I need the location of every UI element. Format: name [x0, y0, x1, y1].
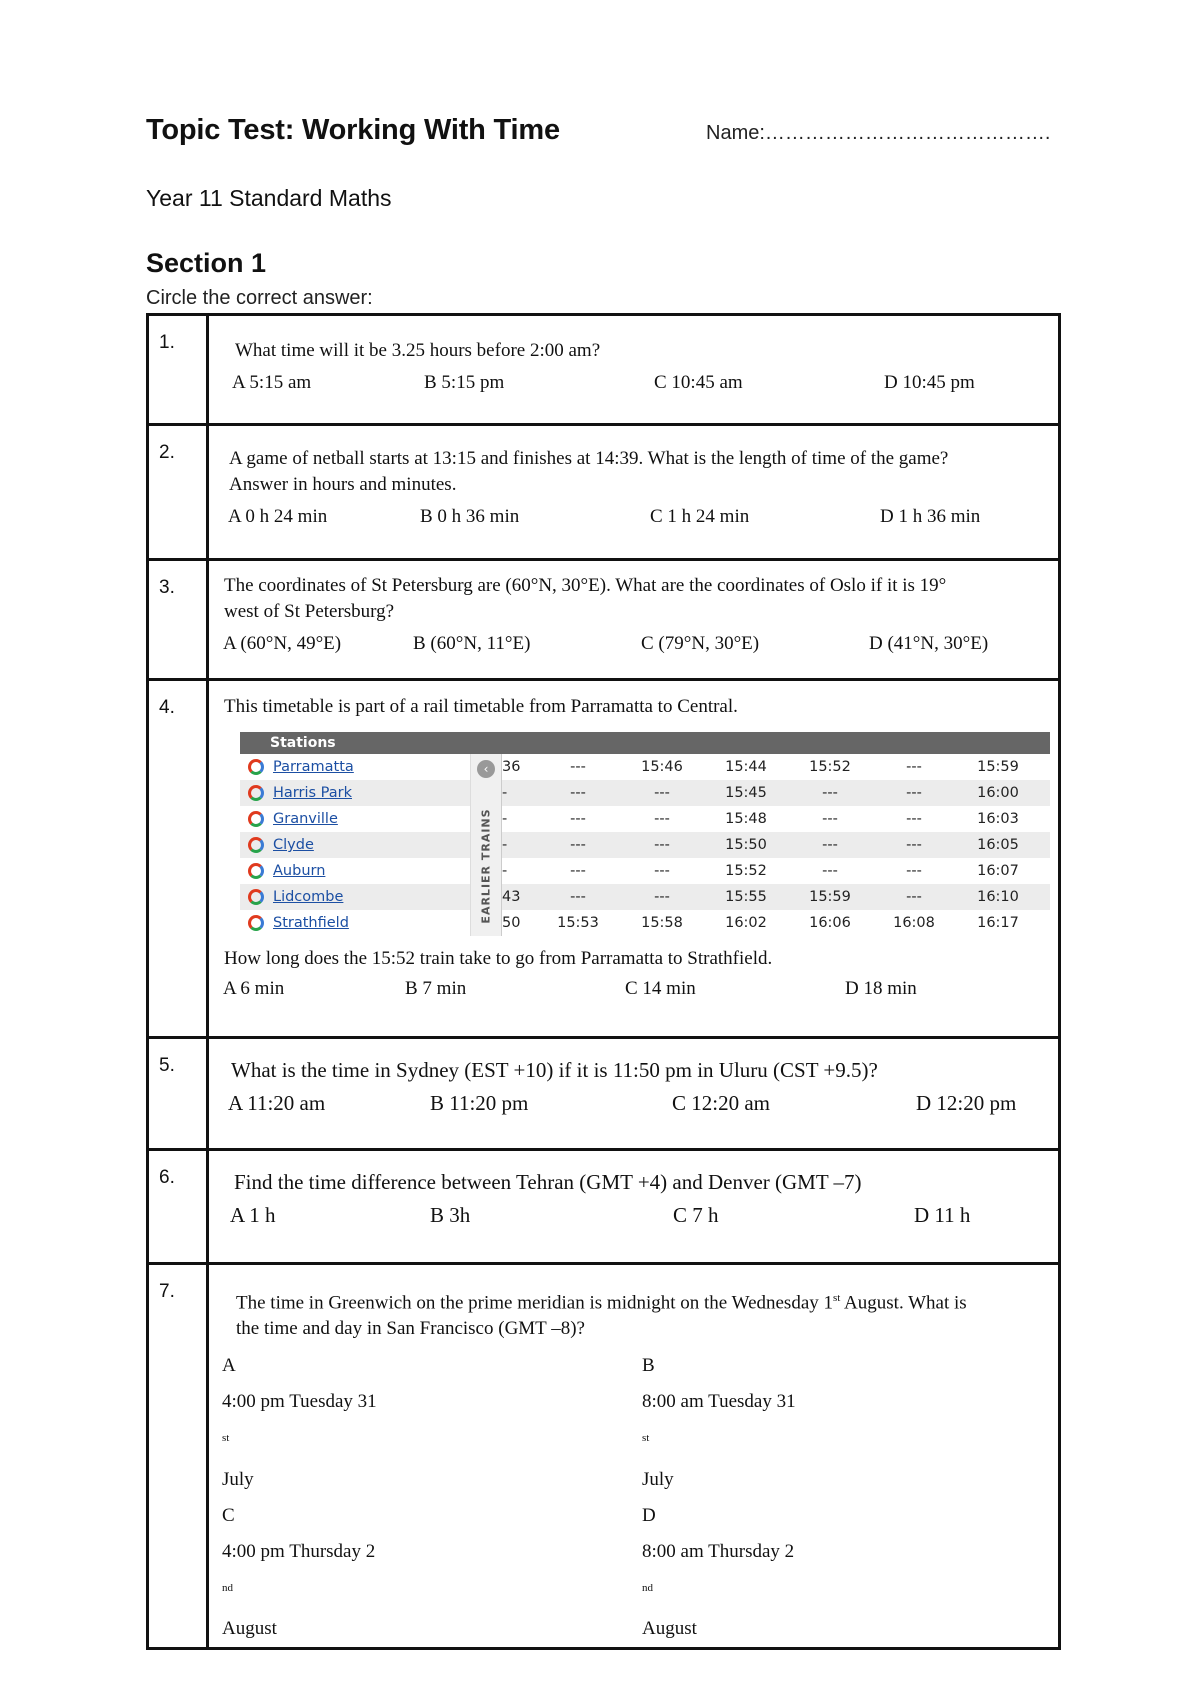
- station-link[interactable]: Granville: [273, 811, 338, 827]
- station-cell: [240, 785, 470, 801]
- time-cell: ---: [570, 811, 586, 827]
- option-d[interactable]: D 8:00 am Thursday 2 $^{nd}$ August: [642, 1504, 795, 1639]
- question-number: 7.: [148, 1264, 208, 1649]
- time-cell: 50: [502, 915, 521, 931]
- option-c[interactable]: C 12:20 am: [672, 1091, 770, 1115]
- station-cell: [240, 811, 470, 827]
- time-cell: 16:17: [977, 915, 1019, 931]
- option-c[interactable]: C 1 h 24 min: [650, 506, 750, 527]
- option-c[interactable]: C 4:00 pm Thursday 2 $^{nd}$ August: [222, 1504, 376, 1639]
- time-cell: ---: [654, 863, 670, 879]
- question-body: [208, 1038, 1060, 1150]
- time-cell: ---: [822, 811, 838, 827]
- question-row: [148, 425, 1060, 560]
- question-text-line: Answer in hours and minutes.: [229, 474, 457, 495]
- section-heading: Section 1: [146, 248, 267, 278]
- station-link[interactable]: Lidcombe: [273, 889, 344, 905]
- station-ring-icon: [248, 863, 264, 879]
- question-body: [208, 425, 1060, 560]
- question-text: [209, 561, 1058, 625]
- answer-options: [209, 1195, 1058, 1228]
- time-cell: 15:50: [725, 837, 767, 853]
- time-cell: ---: [654, 889, 670, 905]
- question-number: 5.: [148, 1038, 208, 1150]
- time-cell: ---: [822, 863, 838, 879]
- answer-options: [209, 625, 1058, 655]
- timetable-row: [240, 806, 1050, 832]
- answer-options: [209, 1083, 1058, 1116]
- time-cell: 15:52: [725, 863, 767, 879]
- option-a[interactable]: A 4:00 pm Tuesday 31 $^{st}$ July: [222, 1355, 377, 1490]
- station-link[interactable]: Clyde: [273, 837, 314, 853]
- station-ring-icon: [248, 889, 264, 905]
- question-body: [208, 1150, 1060, 1264]
- option-b[interactable]: B 0 h 36 min: [420, 506, 520, 527]
- station-ring-icon: [248, 811, 264, 827]
- station-link[interactable]: Harris Park: [273, 785, 352, 801]
- question-body: [208, 680, 1060, 1038]
- name-field-label: Name:…………………………………….: [706, 122, 1051, 144]
- time-cell: ---: [906, 889, 922, 905]
- question-number: 4.: [148, 680, 208, 1038]
- time-cell: ---: [906, 837, 922, 853]
- time-cell: 15:44: [725, 759, 767, 775]
- time-cell: 15:59: [809, 889, 851, 905]
- chevron-left-icon[interactable]: ‹: [477, 760, 495, 778]
- time-cell: 15:48: [725, 811, 767, 827]
- station-ring-icon: [248, 759, 264, 775]
- question-row: [148, 1264, 1060, 1649]
- option-b[interactable]: B 7 min: [405, 978, 467, 999]
- timetable-row: [240, 858, 1050, 884]
- question-text-line: the time and day in San Francisco (GMT –8)?: [236, 1318, 585, 1340]
- question-text: What is the time in Sydney (EST +10) if it is 11:50 pm in Uluru (CST +9.5)?: [231, 1058, 878, 1082]
- time-cell: 16:08: [893, 915, 935, 931]
- questions-table: [146, 313, 1061, 1650]
- answer-options: [209, 498, 1058, 528]
- time-cell: 43: [502, 889, 521, 905]
- rail-timetable: [240, 732, 1050, 936]
- time-cell: ---: [654, 811, 670, 827]
- question-body: [208, 315, 1060, 425]
- time-cell: ---: [906, 759, 922, 775]
- question-number: 1.: [148, 315, 208, 425]
- question-body: [208, 560, 1060, 680]
- time-cell: ---: [570, 837, 586, 853]
- time-cell: 36: [502, 759, 521, 775]
- time-cell: 15:46: [641, 759, 683, 775]
- answer-options: [209, 364, 1058, 394]
- option-a[interactable]: A (60°N, 49°E): [223, 633, 342, 654]
- option-c[interactable]: C 10:45 am: [654, 372, 743, 393]
- option-d[interactable]: D 18 min: [845, 978, 917, 999]
- time-cell: ---: [906, 863, 922, 879]
- page-title: Topic Test: Working With Time: [146, 114, 560, 146]
- option-a[interactable]: A 5:15 am: [232, 372, 312, 393]
- time-cell: -: [502, 785, 508, 801]
- timetable-row: [240, 780, 1050, 806]
- station-ring-icon: [248, 915, 264, 931]
- question-text: This timetable is part of a rail timetable from Parramatta to Central.: [224, 696, 738, 717]
- instruction-text: Circle the correct answer:: [146, 287, 373, 309]
- station-cell: [240, 889, 470, 905]
- time-cell: 16:10: [977, 889, 1019, 905]
- option-a[interactable]: A 1 h: [230, 1203, 276, 1227]
- timetable-row: [240, 884, 1050, 910]
- question-row: [148, 315, 1060, 425]
- time-cell: ---: [822, 785, 838, 801]
- time-cell: -: [502, 837, 508, 853]
- station-cell: [240, 837, 470, 853]
- time-cell: 16:07: [977, 863, 1019, 879]
- option-b[interactable]: B 8:00 am Tuesday 31 $^{st}$ July: [642, 1355, 796, 1490]
- question-number: 3.: [148, 560, 208, 680]
- timetable-header: Stations: [240, 732, 1050, 754]
- time-cell: 15:59: [977, 759, 1019, 775]
- time-cell: -: [502, 811, 508, 827]
- time-cell: 16:00: [977, 785, 1019, 801]
- station-ring-icon: [248, 785, 264, 801]
- option-d[interactable]: D 10:45 pm: [884, 372, 975, 393]
- time-cell: 16:05: [977, 837, 1019, 853]
- option-d[interactable]: D 11 h: [914, 1203, 971, 1227]
- time-cell: ---: [570, 889, 586, 905]
- course-subtitle: Year 11 Standard Maths: [146, 185, 392, 211]
- station-link[interactable]: Auburn: [273, 863, 326, 879]
- option-d[interactable]: D (41°N, 30°E): [869, 633, 989, 654]
- station-link[interactable]: Strathfield: [273, 915, 349, 931]
- option-a[interactable]: A 11:20 am: [228, 1091, 326, 1115]
- time-cell: ---: [822, 837, 838, 853]
- option-d[interactable]: D 12:20 pm: [916, 1091, 1017, 1115]
- question-number: 6.: [148, 1150, 208, 1264]
- timetable-row: [240, 754, 1050, 780]
- time-cell: 16:03: [977, 811, 1019, 827]
- time-cell: 15:58: [641, 915, 683, 931]
- time-cell: ---: [570, 759, 586, 775]
- answer-options: [209, 1342, 1058, 1647]
- option-d[interactable]: D 1 h 36 min: [880, 506, 981, 527]
- question-row: [148, 560, 1060, 680]
- earlier-trains-label: EARLIER TRAINS: [479, 808, 493, 924]
- time-cell: ---: [906, 785, 922, 801]
- station-cell: [240, 915, 470, 931]
- option-b[interactable]: B 3h: [430, 1203, 471, 1227]
- option-a[interactable]: A 6 min: [223, 978, 285, 999]
- question-text-line: The time in Greenwich on the prime meridian is midnight on the Wednesday 1st August. What is: [236, 1292, 967, 1314]
- time-cell: 16:02: [725, 915, 767, 931]
- question-row: [148, 1038, 1060, 1150]
- time-cell: -: [502, 863, 508, 879]
- question-row: [148, 680, 1060, 1038]
- answer-options: [209, 972, 1058, 1000]
- option-b[interactable]: B 5:15 pm: [424, 372, 505, 393]
- question-text-line: A game of netball starts at 13:15 and finishes at 14:39. What is the length of time of the game?: [229, 448, 949, 469]
- station-link[interactable]: Parramatta: [273, 759, 354, 775]
- question-number: 2.: [148, 425, 208, 560]
- question-text: How long does the 15:52 train take to go from Parramatta to Strathfield.: [224, 948, 773, 969]
- question-text-line: The coordinates of St Petersburg are (60°N, 30°E). What are the coordinates of Oslo if it is 19°: [224, 575, 947, 596]
- time-cell: ---: [654, 837, 670, 853]
- station-cell: [240, 863, 470, 879]
- question-text: Find the time difference between Tehran (GMT +4) and Denver (GMT –7): [234, 1170, 862, 1194]
- question-text: What time will it be 3.25 hours before 2:00 am?: [235, 340, 601, 361]
- timetable-row: [240, 910, 1050, 936]
- time-cell: 15:52: [809, 759, 851, 775]
- timetable-row: [240, 832, 1050, 858]
- question-text: [209, 426, 1058, 498]
- question-text-line: west of St Petersburg?: [224, 601, 395, 622]
- time-cell: 15:53: [557, 915, 599, 931]
- time-cell: 15:55: [725, 889, 767, 905]
- earlier-trains-panel[interactable]: [470, 754, 502, 936]
- time-cell: 15:45: [725, 785, 767, 801]
- question-row: [148, 1150, 1060, 1264]
- time-cell: ---: [906, 811, 922, 827]
- question-text: [209, 1265, 1058, 1342]
- option-c[interactable]: C (79°N, 30°E): [641, 633, 760, 654]
- option-b[interactable]: B 11:20 pm: [430, 1091, 529, 1115]
- option-c[interactable]: C 7 h: [673, 1203, 719, 1227]
- station-ring-icon: [248, 837, 264, 853]
- option-c[interactable]: C 14 min: [625, 978, 696, 999]
- time-cell: 16:06: [809, 915, 851, 931]
- option-a[interactable]: A 0 h 24 min: [228, 506, 328, 527]
- station-cell: [240, 759, 470, 775]
- time-cell: ---: [570, 785, 586, 801]
- time-cell: ---: [570, 863, 586, 879]
- option-b[interactable]: B (60°N, 11°E): [413, 633, 531, 654]
- question-body: [208, 1264, 1060, 1649]
- time-cell: ---: [654, 785, 670, 801]
